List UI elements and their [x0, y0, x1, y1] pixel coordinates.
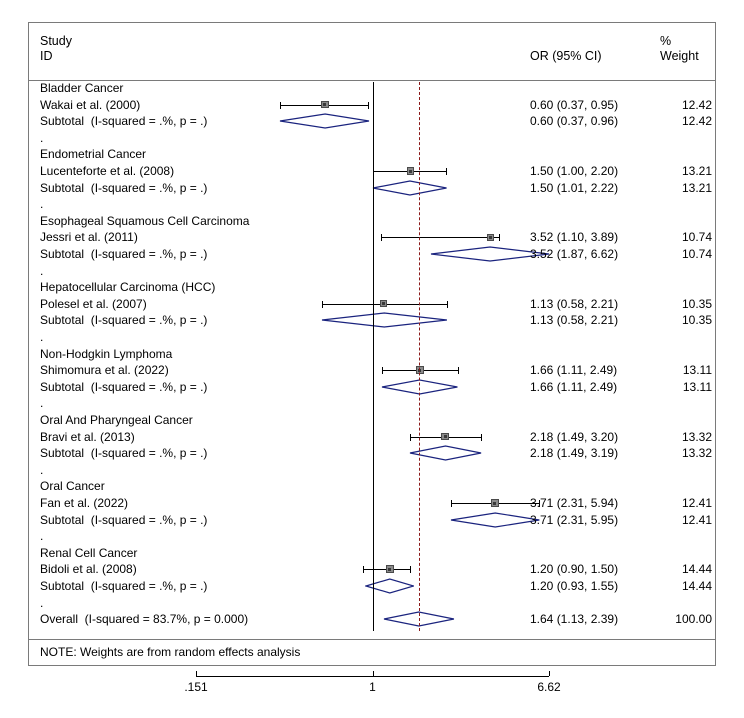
axis-line: [196, 676, 549, 677]
group-title: Oral Cancer: [40, 479, 105, 494]
group-separator-dot: .: [40, 529, 44, 544]
study-marker-dot: [323, 103, 326, 106]
subtotal-weight: 10.74: [681, 247, 712, 261]
study-ci-cap-high: [499, 234, 500, 241]
group-title: Hepatocellular Carcinoma (HCC): [40, 280, 216, 295]
subtotal-diamond-6: [450, 512, 540, 528]
study-weight: 10.74: [681, 230, 712, 245]
group-separator-dot: .: [40, 330, 44, 344]
subtotal-label: Subtotal (I-squared = .%, p = .): [40, 313, 208, 328]
study-ci-cap-high: [458, 367, 459, 374]
study-marker-dot: [444, 435, 447, 438]
pooled-effect-line: [419, 82, 420, 631]
overall-label: Overall (I-squared = 83.7%, p = 0.000): [40, 612, 249, 627]
study-label: Bidoli et al. (2008): [40, 562, 137, 577]
null-reference-line: [373, 82, 374, 631]
subtotal-label: Subtotal (I-squared = .%, p = .): [40, 114, 208, 129]
study-weight: 12.41: [681, 496, 712, 510]
study-label: Wakai et al. (2000): [40, 97, 141, 112]
study-marker-dot: [493, 502, 496, 505]
study-estimate: 0.60 (0.37, 0.95): [530, 97, 619, 112]
subtotal-estimate: 1.66 (1.11, 2.49): [530, 379, 618, 394]
overall-weight: 100.00: [675, 612, 712, 627]
header-study-line2: ID: [40, 49, 53, 63]
study-weight: 12.42: [681, 97, 712, 112]
group-separator-dot: .: [40, 396, 44, 411]
note-text: NOTE: Weights are from random effects analysis: [40, 645, 301, 659]
study-estimate: 1.50 (1.00, 2.20): [530, 164, 619, 178]
axis-tick-label: .151: [184, 680, 208, 694]
note-divider: [29, 639, 715, 640]
axis-tick: [196, 671, 197, 676]
study-label: Polesel et al. (2007): [40, 296, 147, 311]
header-study: [40, 34, 72, 64]
subtotal-weight: 13.11: [682, 379, 712, 394]
subtotal-diamond-3: [321, 312, 448, 328]
study-weight: 14.44: [681, 562, 712, 577]
group-separator-dot: .: [40, 462, 44, 477]
study-ci-cap-low: [280, 102, 281, 109]
subtotal-estimate: 1.50 (1.01, 2.22): [530, 180, 619, 195]
subtotal-weight: 12.41: [681, 512, 712, 527]
subtotal-estimate: 3.52 (1.87, 6.62): [530, 247, 619, 261]
study-label: Shimomura et al. (2022): [40, 363, 169, 378]
subtotal-estimate: 0.60 (0.37, 0.96): [530, 114, 619, 129]
subtotal-label: Subtotal (I-squared = .%, p = .): [40, 512, 208, 527]
subtotal-label: Subtotal (I-squared = .%, p = .): [40, 446, 208, 461]
study-ci-cap-high: [481, 434, 482, 441]
study-label: Jessri et al. (2011): [40, 230, 138, 245]
study-weight: 13.32: [681, 429, 712, 444]
subtotal-weight: 14.44: [681, 579, 712, 593]
study-marker-dot: [388, 568, 391, 571]
group-separator-dot: .: [40, 263, 44, 278]
study-ci-cap-low: [410, 434, 411, 441]
subtotal-weight: 13.21: [681, 180, 712, 195]
group-separator-dot: .: [40, 197, 44, 212]
subtotal-label: Subtotal (I-squared = .%, p = .): [40, 379, 208, 394]
subtotal-weight: 12.42: [681, 114, 712, 129]
study-estimate: 1.13 (0.58, 2.21): [530, 296, 619, 311]
header-or: OR (95% CI): [530, 49, 602, 63]
axis-tick-label: 1: [369, 680, 376, 694]
subtotal-diamond-0: [279, 113, 370, 129]
study-weight: 13.11: [682, 363, 712, 378]
study-ci-cap-high: [368, 102, 369, 109]
group-title: Oral And Pharyngeal Cancer: [40, 413, 193, 427]
group-title: Endometrial Cancer: [40, 147, 147, 162]
group-separator-dot: .: [40, 130, 44, 145]
overall-estimate: 1.64 (1.13, 2.39): [530, 612, 619, 627]
study-ci-line: [381, 237, 499, 238]
study-marker-dot: [409, 170, 412, 173]
study-ci-cap-low: [322, 301, 323, 308]
subtotal-estimate: 3.71 (2.31, 5.95): [530, 512, 619, 527]
study-ci-cap-low: [363, 566, 364, 573]
header-weight: [660, 34, 699, 64]
group-title: Bladder Cancer: [40, 81, 124, 95]
subtotal-estimate: 2.18 (1.49, 3.19): [530, 446, 619, 461]
axis-tick: [373, 671, 374, 676]
subtotal-label: Subtotal (I-squared = .%, p = .): [40, 180, 208, 195]
subtotal-diamond-1: [372, 180, 448, 196]
study-estimate: 3.52 (1.10, 3.89): [530, 230, 619, 245]
study-estimate: 1.66 (1.11, 2.49): [530, 363, 618, 378]
axis-tick: [549, 671, 550, 676]
study-ci-cap-low: [451, 500, 452, 507]
study-label: Lucenteforte et al. (2008): [40, 164, 175, 178]
study-ci-cap-low: [382, 367, 383, 374]
header-weight-line1: %: [660, 34, 672, 48]
subtotal-label: Subtotal (I-squared = .%, p = .): [40, 579, 208, 593]
study-ci-cap-high: [447, 301, 448, 308]
group-separator-dot: .: [40, 595, 44, 610]
group-title: Non-Hodgkin Lymphoma: [40, 346, 173, 361]
subtotal-label: Subtotal (I-squared = .%, p = .): [40, 247, 208, 261]
subtotal-diamond-4: [381, 379, 458, 395]
study-weight: 13.21: [681, 164, 712, 178]
study-marker-dot: [382, 302, 385, 305]
study-weight: 10.35: [681, 296, 712, 311]
study-ci-cap-low: [381, 234, 382, 241]
group-title: Esophageal Squamous Cell Carcinoma: [40, 213, 250, 228]
study-ci-cap-high: [410, 566, 411, 573]
subtotal-weight: 10.35: [681, 313, 712, 328]
study-marker-dot: [489, 236, 492, 239]
subtotal-weight: 13.32: [681, 446, 712, 461]
header-divider: [29, 80, 715, 81]
study-label: Fan et al. (2022): [40, 496, 129, 510]
subtotal-estimate: 1.20 (0.93, 1.55): [530, 579, 619, 593]
subtotal-estimate: 1.13 (0.58, 2.21): [530, 313, 619, 328]
group-title: Renal Cell Cancer: [40, 545, 138, 560]
header-study-line1: Study: [40, 34, 72, 48]
axis-tick-label: 6.62: [537, 680, 561, 694]
study-estimate: 3.71 (2.31, 5.94): [530, 496, 619, 510]
study-label: Bravi et al. (2013): [40, 429, 135, 444]
study-estimate: 2.18 (1.49, 3.20): [530, 429, 619, 444]
subtotal-diamond-5: [409, 445, 482, 461]
study-estimate: 1.20 (0.90, 1.50): [530, 562, 619, 577]
study-ci-cap-high: [446, 168, 447, 175]
header-weight-line2: Weight: [660, 49, 699, 63]
